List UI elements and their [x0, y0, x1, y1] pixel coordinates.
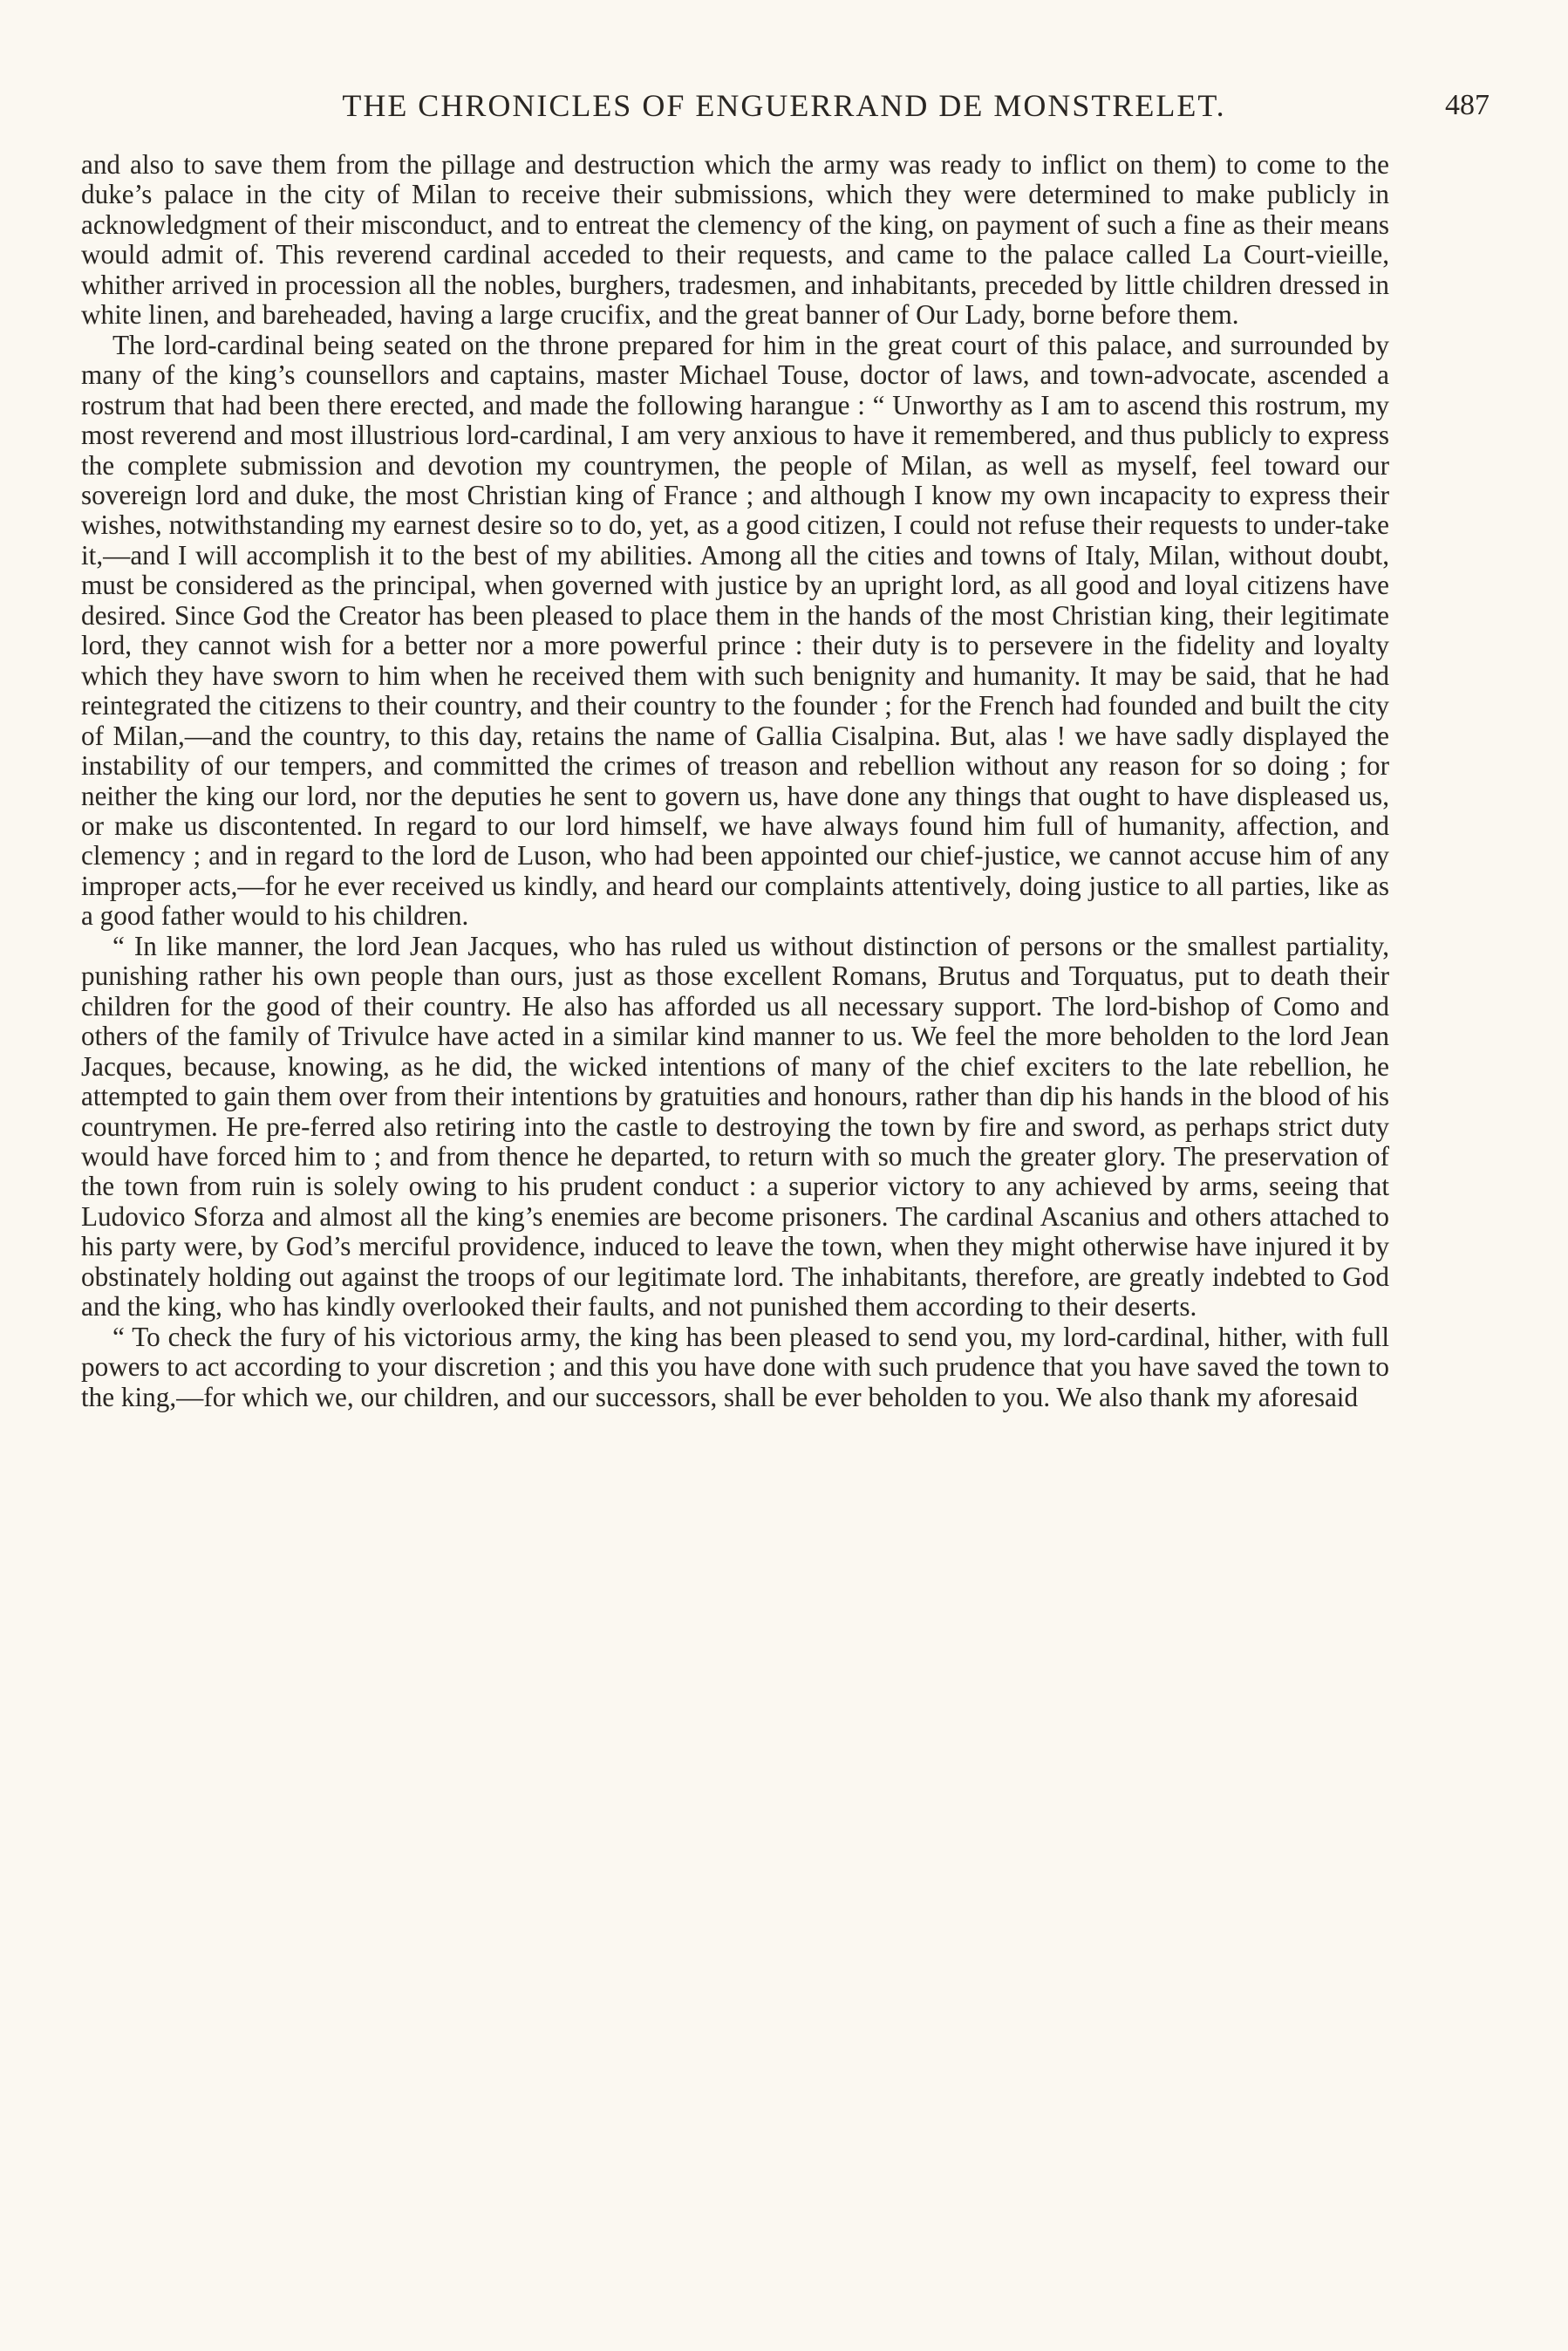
paragraph: “ To check the fury of his victorious army, the king has been pleased to send you, my lord-cardinal, hither, with full powers to act according to your discretion ; and this you have done with such prudence that you have saved the town to the king,—for which we, our children, and our successors, shall be ever beholden to you. We also thank my aforesaid [81, 1321, 1389, 1412]
body-text [81, 150, 1389, 1412]
paragraph: “ In like manner, the lord Jean Jacques, who has ruled us without distinction of persons or the smallest partiality, punishing rather his own people than ours, just as those excellent Romans, Brutus and Torquatus, put to death their children for the good of their country. He also has afforded us all necessary support. The lord-bishop of Como and others of the family of Trivulce have acted in a similar kind manner to us. We feel the more beholden to the lord Jean Jacques, because, knowing, as he did, the wicked intentions of many of the chief exciters to the late rebellion, he attempted to gain them over from their intentions by gratuities and honours, rather than dip his hands in the blood of his countrymen. He pre-ferred also retiring into the castle to destroying the town by fire and sword, as perhaps strict duty would have forced him to ; and from thence he departed, to return with so much the greater glory. The preservation of the town from ruin is solely owing to his prudent conduct : a superior victory to any achieved by arms, seeing that Ludovico Sforza and almost all the king’s enemies are become prisoners. The cardinal Ascanius and others attached to his party were, by God’s merciful providence, induced to leave the town, when they might otherwise have injured it by obstinately holding out against the troops of our legitimate lord. The inhabitants, therefore, are greatly indebted to God and the king, who has kindly overlooked their faults, and not punished them according to their deserts. [81, 930, 1389, 1322]
page-number: 487 [1445, 89, 1490, 121]
running-header [78, 84, 1490, 127]
paragraph: The lord-cardinal being seated on the throne prepared for him in the great court of this palace, and surrounded by many of the king’s counsellors and captains, master Michael Touse, doctor of laws, and town-advocate, ascended a rostrum that had been there erected, and made the following harangue : “ Unworthy as I am to ascend this rostrum, my most reverend and most illustrious lord-cardinal, I am very anxious to have it remembered, and thus publicly to express the complete submission and devotion my countrymen, the people of Milan, as well as myself, feel toward our sovereign lord and duke, the most Christian king of France ; and although I know my own incapacity to express their wishes, notwithstanding my earnest desire so to do, yet, as a good citizen, I could not refuse their requests to under-take it,—and I will accomplish it to the best of my abilities. Among all the cities and towns of Italy, Milan, without doubt, must be considered as the principal, when governed with justice by an upright lord, as all good and loyal citizens have desired. Since God the Creator has been pleased to place them in the hands of the most Christian king, their legitimate lord, they cannot wish for a better nor a more powerful prince : their duty is to persevere in the fidelity and loyalty which they have sworn to him when he received them with such benignity and humanity. It may be said, that he had reintegrated the citizens to their country, and their country to the founder ; for the French had founded and built the city of Milan,—and the country, to this day, retains the name of Gallia Cisalpina. But, alas ! we have sadly displayed the instability of our tempers, and committed the crimes of treason and rebellion without any reason for so doing ; for neither the king our lord, nor the deputies he sent to govern us, have done any things that ought to have displeased us, or make us discontented. In regard to our lord himself, we have always found him full of humanity, affection, and clemency ; and in regard to the lord de Luson, who had been appointed our chief-justice, we cannot accuse him of any improper acts,—for he ever received us kindly, and heard our complaints attentively, doing justice to all parties, like as a good father would to his children. [81, 329, 1389, 932]
running-title: THE CHRONICLES OF ENGUERRAND DE MONSTRELET. [342, 88, 1226, 123]
paragraph: and also to save them from the pillage and destruction which the army was ready to inflict on them) to come to the duke’s palace in the city of Milan to receive their submissions, which they were determined to make publicly in acknowledgment of their misconduct, and to entreat the clemency of the king, on payment of such a fine as their means would admit of. This reverend cardinal acceded to their requests, and came to the palace called La Court-vieille, whither arrived in procession all the nobles, burghers, tradesmen, and inhabitants, preceded by little children dressed in white linen, and bareheaded, having a large crucifix, and the great banner of Our Lady, borne before them. [81, 149, 1389, 331]
